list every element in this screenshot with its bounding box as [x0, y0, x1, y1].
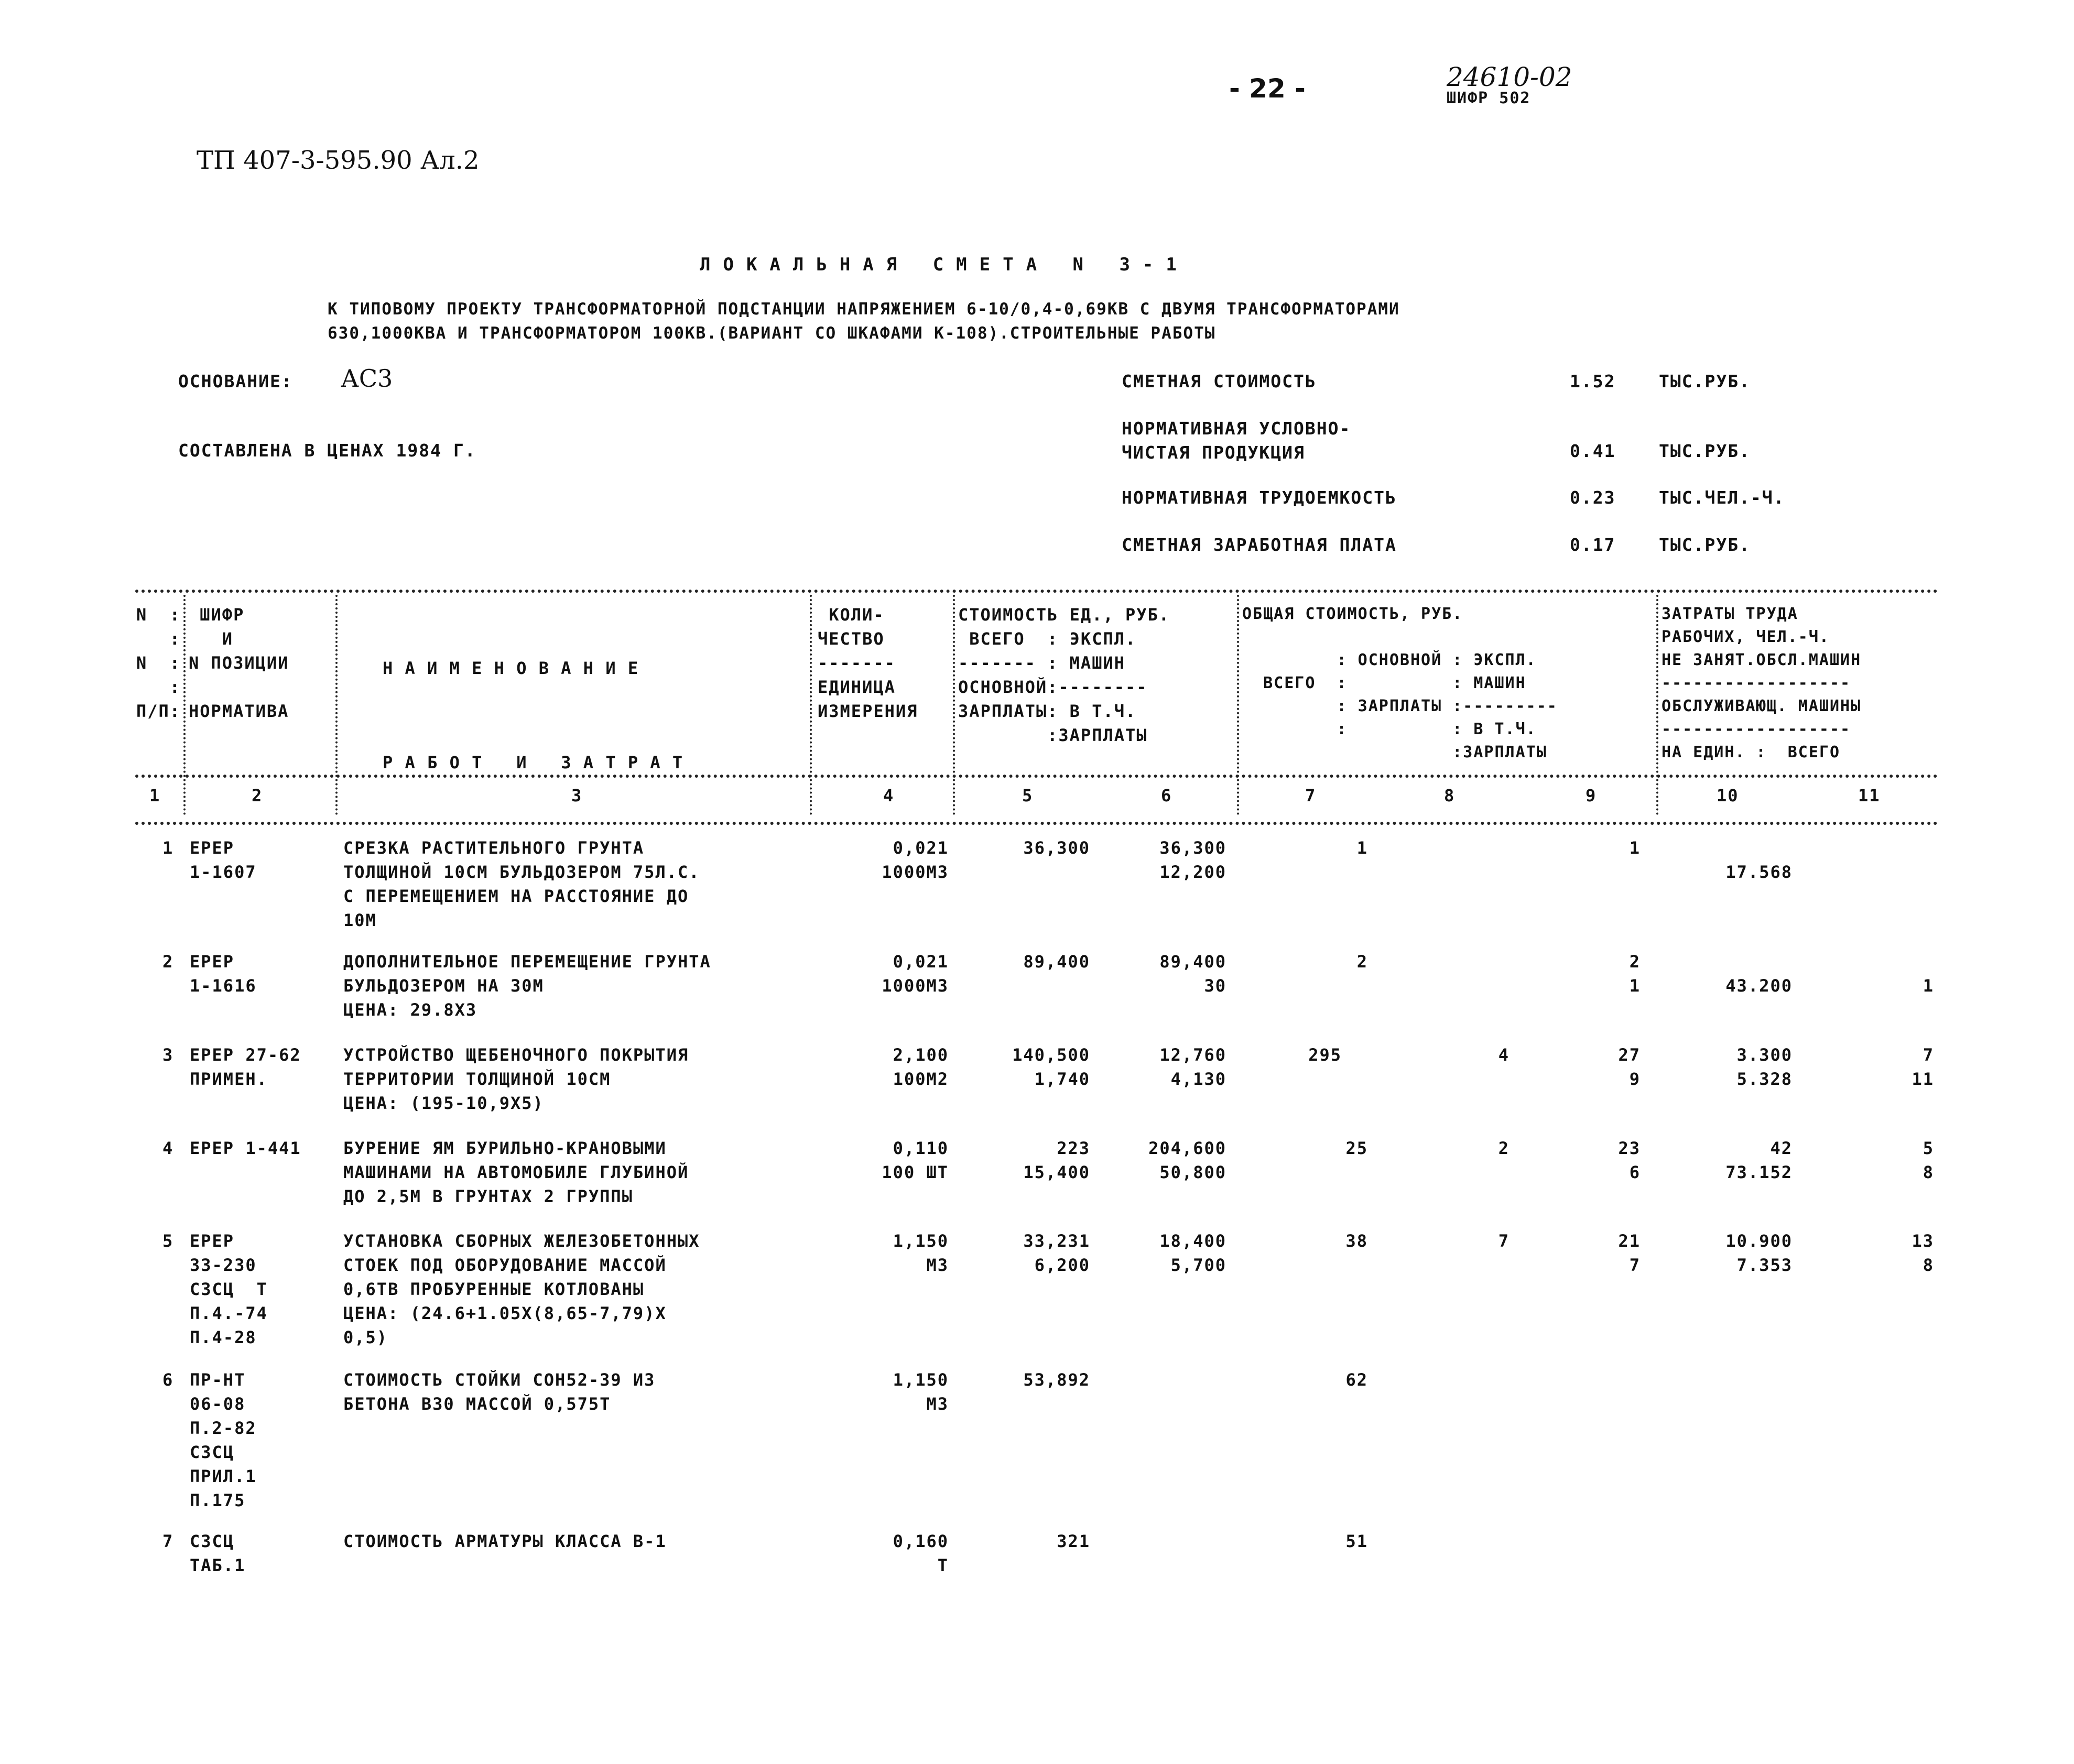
row-labor-unit: 10.900 7.353 — [1725, 1231, 1793, 1275]
row-number: 1 — [162, 838, 174, 858]
cipher: ШИФР 502 — [1447, 89, 1531, 107]
header-col-divider — [1656, 595, 1658, 815]
row-quantity: 0,160 Т — [893, 1531, 949, 1575]
row-number: 3 — [162, 1045, 174, 1065]
row-machine-cost: 89,400 30 — [1159, 952, 1226, 996]
row-number: 7 — [162, 1531, 174, 1551]
col-number: 7 — [1305, 786, 1317, 805]
page-number: - 22 - — [1229, 73, 1306, 104]
summary-value-4: 0.17 — [1570, 535, 1616, 555]
row-labor-total: 1 — [1923, 976, 1934, 996]
row-name: УСТРОЙСТВО ЩЕБЕНОЧНОГО ПОКРЫТИЯ ТЕРРИТОРИИ ТОЛЩИНОЙ 10СМ ЦЕНА: (195-10,9Х5) — [343, 1045, 689, 1113]
row-number: 6 — [162, 1370, 174, 1390]
row-total: 38 — [1345, 1231, 1368, 1251]
summary-value-2: 0.41 — [1570, 441, 1616, 461]
summary-unit-2: ТЫС.РУБ. — [1659, 441, 1751, 461]
compiled-note: СОСТАВЛЕНА В ЦЕНАХ 1984 Г. — [178, 440, 476, 461]
project-reference: ТП 407-3-595.90 Ал.2 — [197, 146, 480, 175]
header-col-divider — [953, 595, 955, 815]
col-number: 2 — [252, 786, 263, 805]
header-col-2: ШИФР И N ПОЗИЦИИ НОРМАТИВА — [189, 605, 289, 721]
row-code: ЕРЕР 1-441 — [190, 1138, 301, 1158]
row-total: 1 — [1356, 838, 1368, 858]
col-number: 1 — [149, 786, 161, 805]
row-quantity: 0,110 100 ШТ — [882, 1138, 949, 1182]
basis-label: ОСНОВАНИЕ: — [178, 371, 293, 391]
row-labor-unit: 17.568 — [1725, 862, 1793, 882]
row-unit-cost: 33,231 6,200 — [1023, 1231, 1090, 1275]
row-quantity: 0,021 1000М3 — [882, 838, 949, 882]
col-number: 8 — [1444, 786, 1456, 805]
row-labor-unit: 43.200 — [1725, 976, 1793, 996]
header-col-7-9: ОБЩАЯ СТОИМОСТЬ, РУБ. : ОСНОВНОЙ : ЭКСПЛ. ВСЕГО : : МАШИН : ЗАРПЛАТЫ :--------- : : В Т.Ч. :ЗАРПЛАТЫ — [1242, 605, 1558, 761]
row-base-salary: 2 — [1498, 1138, 1510, 1158]
col-number: 3 — [571, 786, 583, 805]
col-number: 5 — [1022, 786, 1034, 805]
summary-unit-3: ТЫС.ЧЕЛ.-Ч. — [1659, 487, 1785, 508]
subtitle-line-2: 630,1000КВА И ТРАНСФОРМАТОРОМ 100КВ.(ВАРИАНТ СО ШКАФАМИ К-108).СТРОИТЕЛЬНЫЕ РАБОТЫ — [328, 324, 1216, 343]
row-code: СЗСЦ ТАБ.1 — [190, 1531, 246, 1575]
row-labor-unit: 42 73.152 — [1725, 1138, 1793, 1182]
col-number: 4 — [883, 786, 895, 805]
row-unit-cost: 89,400 — [1023, 952, 1090, 972]
row-code: ЕРЕР 1-1616 — [190, 952, 257, 996]
row-total: 25 — [1345, 1138, 1368, 1158]
row-code: ЕРЕР 27-62 ПРИМЕН. — [190, 1045, 301, 1089]
row-quantity: 1,150 М3 — [893, 1231, 949, 1275]
row-machine-cost: 12,760 4,130 — [1159, 1045, 1226, 1089]
summary-label-3: НОРМАТИВНАЯ ТРУДОЕМКОСТЬ — [1122, 487, 1397, 508]
summary-label-4: СМЕТНАЯ ЗАРАБОТНАЯ ПЛАТА — [1122, 535, 1397, 555]
row-base-salary: 7 — [1498, 1231, 1510, 1251]
row-total: 2 — [1356, 952, 1368, 972]
summary-label-2: НОРМАТИВНАЯ УСЛОВНО- ЧИСТАЯ ПРОДУКЦИЯ — [1122, 418, 1351, 463]
row-machine-cost: 204,600 50,800 — [1148, 1138, 1226, 1182]
header-col-5-6: СТОИМОСТЬ ЕД., РУБ. ВСЕГО : ЭКСПЛ. ------- : МАШИН ОСНОВНОЙ:-------- ЗАРПЛАТЫ: В Т.Ч. :ЗАРПЛАТЫ — [958, 605, 1170, 745]
row-code: ЕРЕР 1-1607 — [190, 838, 257, 882]
summary-label-1: СМЕТНАЯ СТОИМОСТЬ — [1122, 371, 1317, 391]
col-number: 10 — [1717, 786, 1739, 805]
row-number: 2 — [162, 952, 174, 972]
row-machine-total: 21 7 — [1618, 1231, 1641, 1275]
row-code: ЕРЕР 33-230 СЗСЦ Т П.4.-74 П.4-28 — [190, 1231, 268, 1347]
row-base-salary: 4 — [1498, 1045, 1510, 1065]
row-name: СТОИМОСТЬ АРМАТУРЫ КЛАССА В-1 — [343, 1531, 667, 1551]
row-labor-total: 7 11 — [1912, 1045, 1934, 1089]
header-col-1: N : : N : : П/П: — [136, 605, 181, 721]
row-machine-total: 23 6 — [1618, 1138, 1641, 1182]
row-name: ДОПОЛНИТЕЛЬНОЕ ПЕРЕМЕЩЕНИЕ ГРУНТА БУЛЬДОЗЕРОМ НА 30М ЦЕНА: 29.8Х3 — [343, 952, 711, 1020]
row-name: СТОИМОСТЬ СТОЙКИ СОН52-39 ИЗ БЕТОНА В30 МАССОЙ 0,575Т — [343, 1370, 656, 1414]
row-machine-cost: 36,300 12,200 — [1159, 838, 1226, 882]
row-total: 295 — [1308, 1045, 1342, 1065]
row-machine-total: 2 1 — [1629, 952, 1641, 996]
row-name: СРЕЗКА РАСТИТЕЛЬНОГО ГРУНТА ТОЛЩИНОЙ 10СМ БУЛЬДОЗЕРОМ 75Л.С. С ПЕРЕМЕЩЕНИЕМ НА РАССТОЯНИЕ ДО 10М — [343, 838, 700, 930]
col-number: 11 — [1858, 786, 1881, 805]
subtitle-line-1: К ТИПОВОМУ ПРОЕКТУ ТРАНСФОРМАТОРНОЙ ПОДСТАНЦИИ НАПРЯЖЕНИЕМ 6-10/0,4-0,69КВ С ДВУМЯ ТРАНСФОРМАТОРАМИ — [328, 300, 1400, 319]
row-unit-cost: 223 15,400 — [1023, 1138, 1090, 1182]
summary-value-1: 1.52 — [1570, 371, 1616, 391]
row-unit-cost: 53,892 — [1023, 1370, 1090, 1390]
row-labor-total: 13 8 — [1912, 1231, 1934, 1275]
col-number: 6 — [1161, 786, 1172, 805]
row-unit-cost: 36,300 — [1023, 838, 1090, 858]
row-labor-total: 5 8 — [1923, 1138, 1934, 1182]
row-quantity: 2,100 100М2 — [893, 1045, 949, 1089]
header-col-divider — [183, 595, 186, 815]
header-col-10-11: ЗАТРАТЫ ТРУДА РАБОЧИХ, ЧЕЛ.-Ч. НЕ ЗАНЯТ.ОБСЛ.МАШИН ------------------ ОБСЛУЖИВАЮЩ. МАШИНЫ ------------------ НА ЕДИН. : ВСЕГО — [1662, 605, 1862, 761]
row-unit-cost: 140,500 1,740 — [1012, 1045, 1090, 1089]
row-name: БУРЕНИЕ ЯМ БУРИЛЬНО-КРАНОВЫМИ МАШИНАМИ НА АВТОМОБИЛЕ ГЛУБИНОЙ ДО 2,5М В ГРУНТАХ 2 ГРУППЫ — [343, 1138, 689, 1206]
table-top-rule — [135, 590, 1938, 593]
summary-unit-1: ТЫС.РУБ. — [1659, 371, 1751, 391]
row-labor-unit: 3.300 5.328 — [1736, 1045, 1793, 1089]
document-title: ЛОКАЛЬНАЯ СМЕТА N 3-1 — [700, 254, 1189, 275]
row-name: УСТАНОВКА СБОРНЫХ ЖЕЛЕЗОБЕТОННЫХ СТОЕК ПОД ОБОРУДОВАНИЕ МАССОЙ 0,6ТВ ПРОБУРЕННЫЕ КОТЛОВАНЫ ЦЕНА: (24.6+1.05Х(8,65-7,79)Х 0,5) — [343, 1231, 700, 1347]
handwritten-code: 24610-02 — [1447, 62, 1572, 92]
header-col-divider — [335, 595, 338, 815]
row-number: 4 — [162, 1138, 174, 1158]
row-number: 5 — [162, 1231, 174, 1251]
row-machine-cost: 18,400 5,700 — [1159, 1231, 1226, 1275]
row-machine-total: 1 — [1629, 838, 1641, 858]
row-total: 62 — [1345, 1370, 1368, 1390]
row-code: ПР-НТ 06-08 П.2-82 СЗСЦ ПРИЛ.1 П.175 — [190, 1370, 257, 1510]
col-number: 9 — [1586, 786, 1597, 805]
header-col-divider — [810, 595, 812, 815]
row-quantity: 0,021 1000М3 — [882, 952, 949, 996]
header-col-divider — [1237, 595, 1239, 815]
row-total: 51 — [1345, 1531, 1368, 1551]
row-quantity: 1,150 М3 — [893, 1370, 949, 1414]
header-col-3: Н А И М Е Н О В А Н И Е Р А Б О Т И З А Т Р А Т — [383, 658, 684, 772]
table-numbers-rule — [135, 822, 1938, 825]
summary-value-3: 0.23 — [1570, 487, 1616, 508]
header-col-4: КОЛИ- ЧЕСТВО ------- ЕДИНИЦА ИЗМЕРЕНИЯ — [818, 605, 918, 721]
row-machine-total: 27 9 — [1618, 1045, 1641, 1089]
row-unit-cost: 321 — [1057, 1531, 1090, 1551]
summary-unit-4: ТЫС.РУБ. — [1659, 535, 1751, 555]
basis-value: АС3 — [341, 364, 393, 393]
